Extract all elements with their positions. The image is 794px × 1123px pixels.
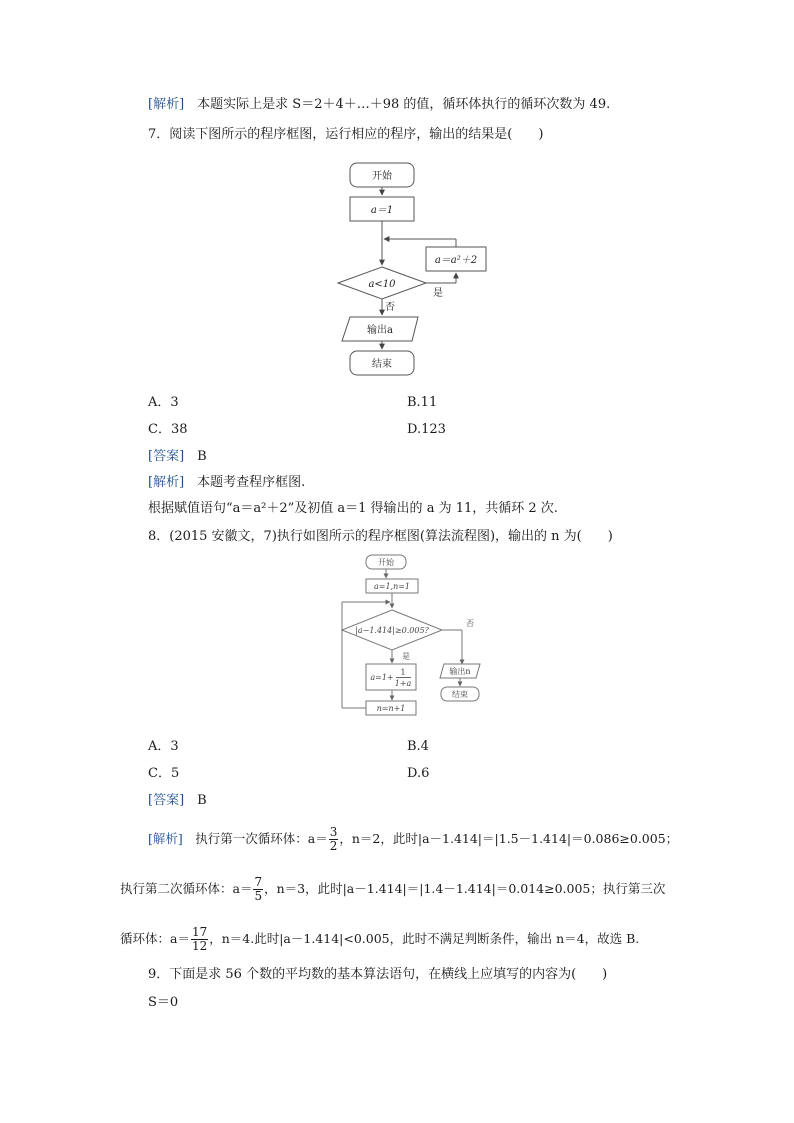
q8-answer: [148, 792, 207, 810]
output-label: 输出n: [449, 667, 471, 676]
no-label: 否: [385, 302, 395, 313]
frac-den: 1+a: [394, 679, 412, 688]
q8-analysis-line3: 循环体：a＝ $\frac{17}{12}$ ，n＝4.此时|a－1.414|<0.005，此时不满足判断条件，输出 n＝4，故选 B.: [120, 925, 640, 953]
question-7-stem: 7．阅读下图所示的程序框图，运行相应的程序，输出的结果是( ): [148, 127, 544, 142]
flowchart-q8: [336, 552, 486, 734]
fraction: $\frac{3}{2}$: [329, 825, 338, 853]
yes-label: 是: [402, 652, 410, 661]
answer-value: B: [184, 449, 207, 464]
loop-body-label: a＝a²＋2: [434, 255, 478, 266]
code-line-1: S＝0: [148, 995, 179, 1010]
answer-tag: [答案]: [148, 449, 185, 464]
output-label: 输出a: [367, 325, 393, 336]
condition-label: |a−1.414|≥0.005?: [355, 626, 429, 635]
q7-option-b: B.11: [407, 395, 438, 410]
question-8-stem: 8．(2015 安徽文，7)执行如图所示的程序框图(算法流程图)，输出的 n 为( ): [148, 529, 613, 544]
end-label: 结束: [452, 690, 468, 699]
analysis-tag: [解析]: [148, 97, 185, 112]
q7-option-c: C．38: [148, 422, 188, 437]
analysis-tag: [解析]: [148, 831, 183, 846]
analysis-text: 本题实际上是求 S＝2＋4＋…＋98 的值，循环体执行的循环次数为 49.: [184, 97, 611, 112]
question-9-stem: 9．下面是求 56 个数的平均数的基本算法语句，在横线上应填写的内容为( ): [148, 967, 608, 982]
end-label: 结束: [372, 359, 392, 370]
q8-analysis-line2: 执行第二次循环体：a＝ $\frac{7}{5}$ ，n＝3，此时|a－1.414|＝|1.4－1.414|＝0.014≥0.005；执行第三次: [120, 875, 666, 903]
increment-label: n=n+1: [376, 704, 406, 713]
q8-analysis-line1: [解析] 执行第一次循环体：a＝ $\frac{3}{2}$ ，n＝2，此时|a－1.414|＝|1.5－1.414|＝0.086≥0.005；: [148, 825, 679, 853]
flowchart-q7: [330, 155, 490, 385]
q7-analysis: [148, 474, 305, 492]
q8-option-c: C．5: [148, 766, 180, 781]
answer-value: B: [184, 793, 207, 808]
fraction: $\frac{7}{5}$: [254, 875, 263, 903]
condition-label: a<10: [368, 279, 396, 290]
yes-label: 是: [433, 288, 443, 299]
analysis-text: 本题考查程序框图.: [184, 475, 306, 490]
q7-option-d: D.123: [407, 422, 446, 437]
q8-option-d: D.6: [407, 766, 430, 781]
analysis-tag: [解析]: [148, 475, 185, 490]
start-label: 开始: [372, 171, 392, 182]
start-label: 开始: [378, 558, 394, 567]
q8-option-a: A．3: [148, 739, 179, 754]
analysis-6: [148, 96, 610, 114]
q8-option-b: B.4: [407, 739, 429, 754]
init-label: a=1,n=1: [373, 582, 411, 591]
loop-body-label: a=1+: [370, 673, 394, 682]
q7-analysis-detail: 根据赋值语句“a＝a²＋2”及初值 a＝1 得输出的 a 为 11，共循环 2 次.: [148, 501, 558, 516]
no-label: 否: [466, 619, 474, 628]
q7-answer: [148, 448, 207, 466]
init-label: a＝1: [370, 205, 394, 216]
frac-num: 1: [400, 668, 406, 677]
answer-tag: [答案]: [148, 793, 185, 808]
fraction: $\frac{17}{12}$: [191, 925, 208, 953]
q7-option-a: A．3: [148, 395, 179, 410]
